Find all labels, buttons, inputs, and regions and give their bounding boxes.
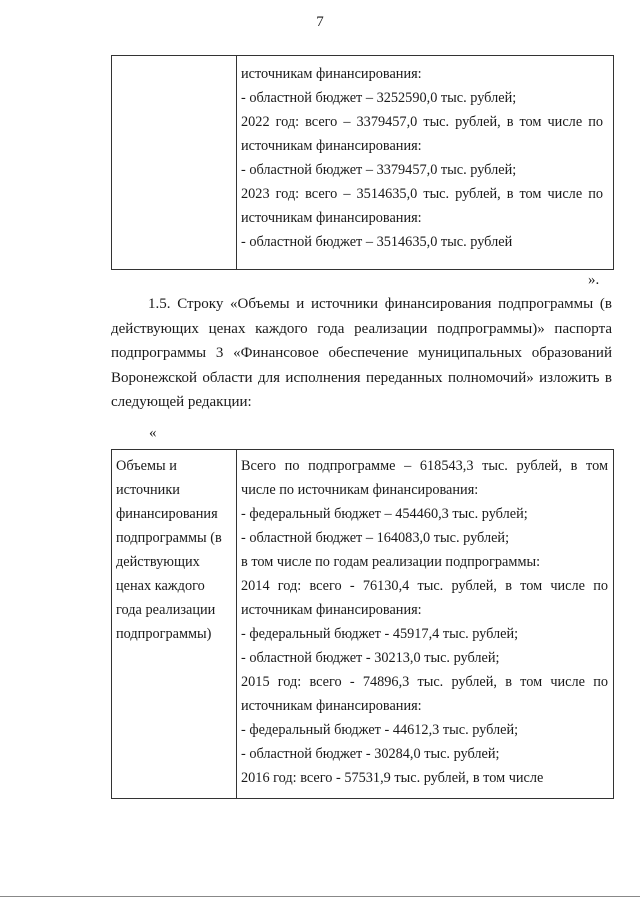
- table-line: источникам финансирования:: [241, 210, 422, 226]
- table-line: в том числе по годам реализации подпрограммы:: [241, 554, 541, 570]
- table-right-cell: [237, 56, 613, 269]
- paragraph-line: 1.5. Строку «Объемы и источники финансирования подпрограммы (в: [148, 296, 612, 312]
- table-line: - областной бюджет – 3379457,0 тыс. рублей;: [241, 162, 517, 178]
- funding-table: [111, 449, 614, 799]
- table-left-cell: [112, 450, 237, 798]
- row-header-line: финансирования: [116, 506, 218, 522]
- table-line: - областной бюджет – 164083,0 тыс. рублей;: [241, 530, 510, 546]
- page-bottom-rule: [0, 896, 640, 897]
- paragraph-line: действующих ценах каждого года реализации подпрограммы)» паспорта: [111, 320, 612, 337]
- table-left-cell: [112, 56, 237, 269]
- funding-table-continuation: [111, 55, 614, 270]
- table-line: источникам финансирования:: [241, 138, 422, 154]
- table-line: - областной бюджет - 30284,0 тыс. рублей;: [241, 746, 500, 762]
- closing-quote: ».: [588, 272, 600, 288]
- row-header-line: действующих: [116, 554, 200, 570]
- table-line: источникам финансирования:: [241, 602, 422, 618]
- table-line: 2016 год: всего - 57531,9 тыс. рублей, в том числе: [241, 770, 544, 786]
- paragraph-line: следующей редакции:: [111, 394, 252, 410]
- table-line: - областной бюджет – 3252590,0 тыс. рублей;: [241, 90, 517, 106]
- table-line: - федеральный бюджет - 44612,3 тыс. рублей;: [241, 722, 519, 738]
- table-line: источникам финансирования:: [241, 66, 422, 82]
- table-line: 2023 год: всего – 3514635,0 тыс. рублей, в том числе по: [241, 186, 603, 202]
- table-line: 2015 год: всего - 74896,3 тыс. рублей, в том числе по: [241, 674, 608, 690]
- amendment-paragraph: [111, 292, 612, 415]
- table-line: Всего по подпрограмме – 618543,3 тыс. рублей, в том: [241, 458, 608, 474]
- row-header-line: ценах каждого: [116, 578, 205, 594]
- row-header-line: подпрограммы): [116, 626, 212, 642]
- table-line: 2022 год: всего – 3379457,0 тыс. рублей, в том числе по: [241, 114, 603, 130]
- paragraph-line: Воронежской области для исполнения переданных полномочий» изложить в: [111, 369, 612, 386]
- table-line: - областной бюджет - 30213,0 тыс. рублей;: [241, 650, 500, 666]
- table-line: - областной бюджет – 3514635,0 тыс. рублей: [241, 234, 513, 250]
- row-header-line: года реализации: [116, 602, 216, 618]
- table-right-cell: [237, 450, 613, 798]
- table-line: 2014 год: всего - 76130,4 тыс. рублей, в том числе по: [241, 578, 608, 594]
- opening-quote: «: [149, 425, 157, 441]
- paragraph-line: подпрограммы 3 «Финансовое обеспечение муниципальных образований: [111, 345, 612, 361]
- row-header-line: источники: [116, 482, 180, 498]
- table-line: источникам финансирования:: [241, 698, 422, 714]
- page-number: 7: [316, 14, 324, 30]
- table-line: - федеральный бюджет - 45917,4 тыс. рублей;: [241, 626, 519, 642]
- row-header-line: подпрограммы (в: [116, 530, 222, 546]
- table-line: - федеральный бюджет – 454460,3 тыс. рублей;: [241, 506, 528, 522]
- table-line: числе по источникам финансирования:: [241, 482, 479, 498]
- row-header-line: Объемы и: [116, 458, 177, 474]
